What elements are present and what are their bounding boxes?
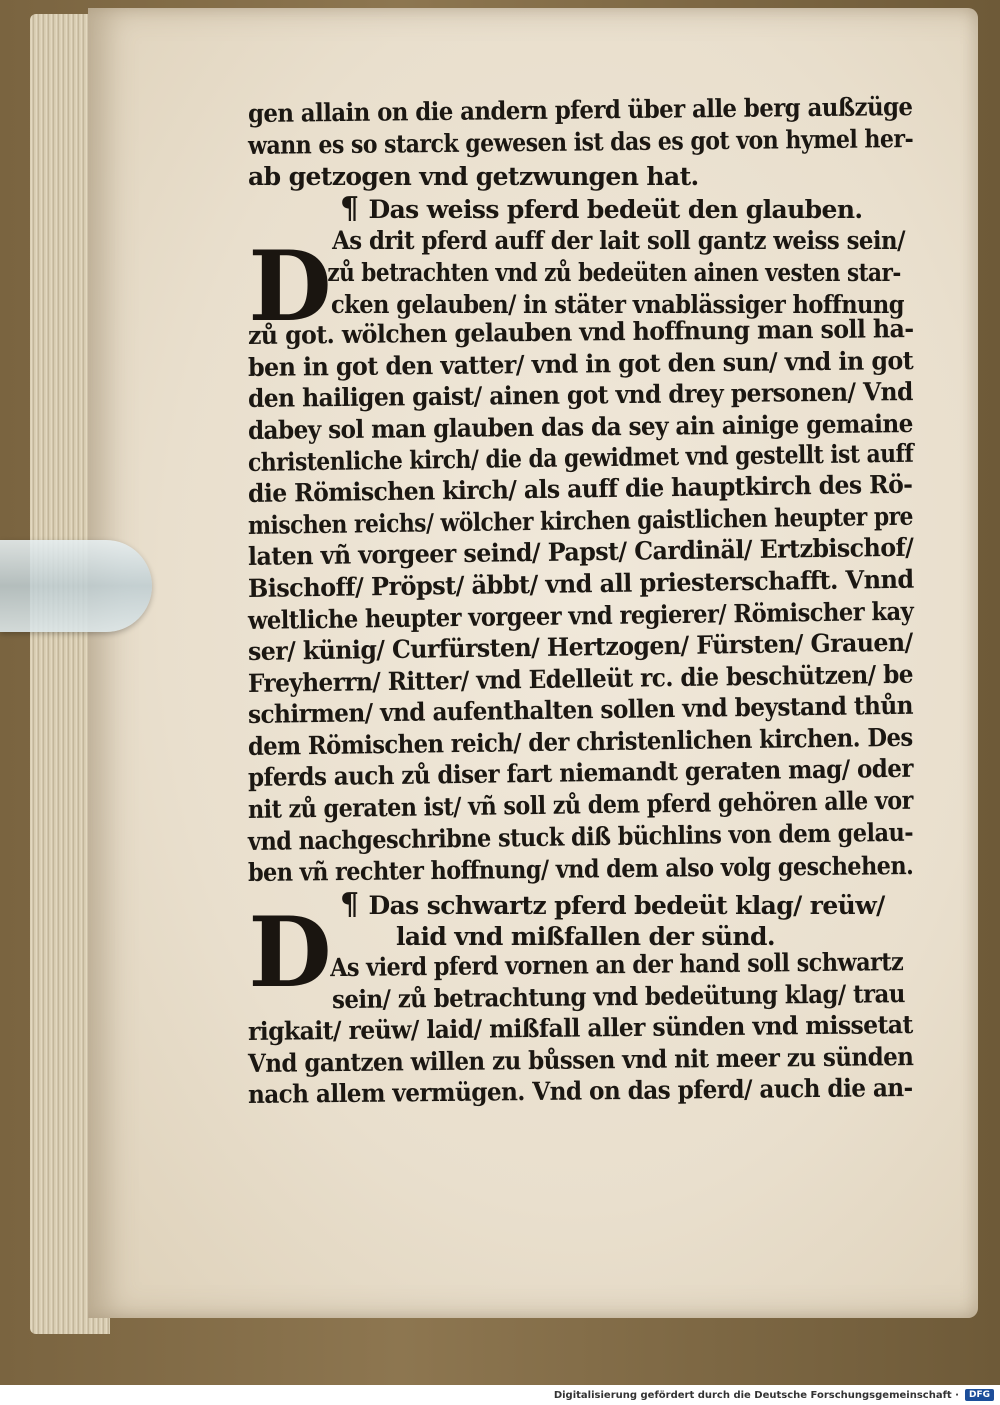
text-line: dem Römischen reich/ der christenlichen kirchen. Des: [247, 722, 913, 761]
text-line: ser/ künig/ Curfürsten/ Hertzogen/ Fürsten/ Grauen/: [247, 627, 913, 667]
pilcrow-icon: ¶: [340, 886, 359, 922]
heading-text: Das schwartz pferd bedeüt klag/ reüw/: [368, 890, 885, 920]
text-line: dabey sol man glauben das da sey ain ainige gemaine: [247, 408, 913, 445]
text-block: [247, 92, 914, 1111]
text-line: gen allain on die andern pferd über alle berg außzüge: [247, 92, 913, 128]
text-line: weltliche heupter vorgeer vnd regierer/ Römischer kay: [247, 596, 914, 635]
text-line: schirmen/ vnd aufenthalten sollen vnd beystand thůn: [247, 690, 914, 730]
book-page: [88, 8, 978, 1318]
text-line: Freyherrn/ Ritter/ vnd Edelleüt rc. die beschützen/ be: [247, 659, 914, 698]
funding-credit: Digitalisierung gefördert durch die Deutsche Forschungsgemeinschaft ·: [553, 1389, 959, 1401]
heading-text: Das weiss pferd bedeüt den glauben.: [368, 194, 863, 224]
text-line: ben vñ rechter hoffnung/ vnd dem also volg geschehen.: [247, 851, 914, 888]
text-line: zů betrachten vnd zů bedeüten ainen vesten star-: [327, 257, 901, 287]
text-line: christenliche kirch/ die da gewidmet vnd gestellt ist auff: [247, 438, 914, 477]
text-line: mischen reichs/ wölcher kirchen gaistlichen heupter pre: [247, 501, 914, 540]
section-heading: [248, 190, 908, 226]
text-line: As vierd pferd vornen an der hand soll schwartz: [329, 947, 904, 983]
text-line: cken gelauben/ in stäter vnablässiger hoffnung: [330, 289, 905, 319]
pilcrow-icon: ¶: [340, 190, 359, 226]
text-line: Vnd gantzen willen zu bůssen vnd nit meer zu sünden: [247, 1041, 914, 1078]
decorated-initial: D: [248, 229, 332, 343]
text-line: zů got. wölchen gelauben vnd hoffnung man soll ha-: [247, 314, 914, 351]
text-line: As drit pferd auff der lait soll gantz weiss sein/: [332, 226, 905, 256]
text-line: pferds auch zů diser fart niemandt geraten mag/ oder: [247, 754, 914, 793]
text-line: ab getzogen vnd getzwungen hat.: [248, 162, 699, 192]
decorated-initial: D: [248, 895, 332, 1009]
text-line: den hailigen gaist/ ainen got vnd drey personen/ Vnd: [247, 377, 913, 414]
text-line: vnd nachgeschribne stuck diß büchlins von dem gelau-: [247, 817, 914, 856]
section-heading: [248, 886, 908, 922]
text-line: die Römischen kirch/ als auff die hauptkirch des Rö-: [247, 469, 913, 509]
footer-bar: [0, 1385, 1000, 1405]
text-line: laten vñ vorgeer seind/ Papst/ Cardinäl/ Ertzbischof/: [247, 533, 914, 572]
text-line: rigkait/ reüw/ laid/ mißfall aller sünden vnd missetat: [247, 1010, 913, 1047]
text-line: ben in got den vatter/ vnd in got den sun/ vnd in got: [247, 345, 914, 382]
text-line: wann es so starck gewesen ist das es got von hymel her-: [247, 123, 914, 160]
text-line: Bischoff/ Pröpst/ äbbt/ vnd all priesterschafft. Vnnd: [247, 564, 914, 603]
section-heading-continued: laid vnd mißfallen der sünd.: [396, 922, 776, 952]
text-line: nach allem vermügen. Vnd on das pferd/ auch die an-: [247, 1073, 913, 1110]
page-clip: [0, 540, 152, 632]
text-line: nit zů geraten ist/ vñ soll zů dem pferd gehören alle vor: [247, 785, 913, 825]
dfg-logo: DFG: [965, 1389, 994, 1401]
text-line: sein/ zů betrachtung vnd bedeütung klag/ trau: [331, 978, 906, 1014]
